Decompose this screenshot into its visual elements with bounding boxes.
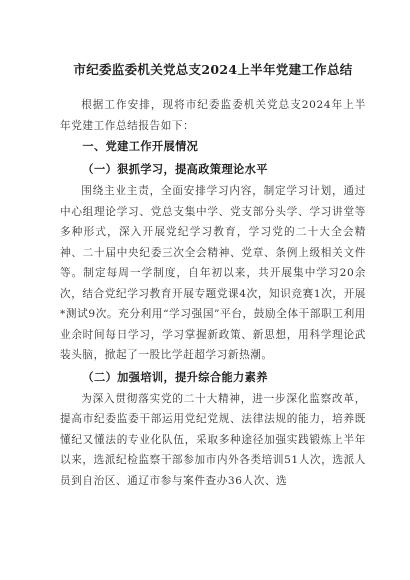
section-heading-1: 一、党建工作开展情况 [82, 140, 199, 153]
document-title: 市纪委监委机关党总支2024上半年党建工作总结 [73, 62, 353, 77]
subsection-2-paragraph: 为深入贯彻落实党的二十大精神，进一步深化监察改革，提高市纪委监委干部运用党纪党规、法律法规的能力，培养既懂纪又懂法的专业化队伍，采取多种途径加强实践锻炼上半年以来，选派纪检监察干部参加市内外各类培训51人次，选派人员到自治区、通辽市参与案件查办36人次、选 [60, 392, 366, 487]
subsection-1-paragraph: 围绕主业主责，全面安排学习内容，制定学习计划，通过中心组理论学习、党总支集中学、党支部分头学、学习讲堂等多种形式，深入开展党纪学习教育，学习党的二十大全会精神、二十届中央纪委三次全会精神、党章、条例上级相关文件等。制定每周一学制度，自年初以来，共开展集中学习20余次，结合党纪学习教育开展专题党课4次，知识竞赛1次，开展*测试9次。充分利用“学习强国”平台，鼓励全体干部职工利用业余时间每日学习，学习掌握新政策、新思想，用科学理论武装头脑，掀起了一股比学赶超学习新热潮。 [60, 185, 366, 361]
subsection-heading-2: （二）加强培训，提升综合能力素养 [82, 370, 268, 384]
subsection-heading-1: （一）狠抓学习，提高政策理论水平 [82, 163, 268, 176]
intro-paragraph: 根据工作安排，现将市纪委监委机关党总支2024年上半年党建工作总结报告如下： [60, 99, 366, 132]
